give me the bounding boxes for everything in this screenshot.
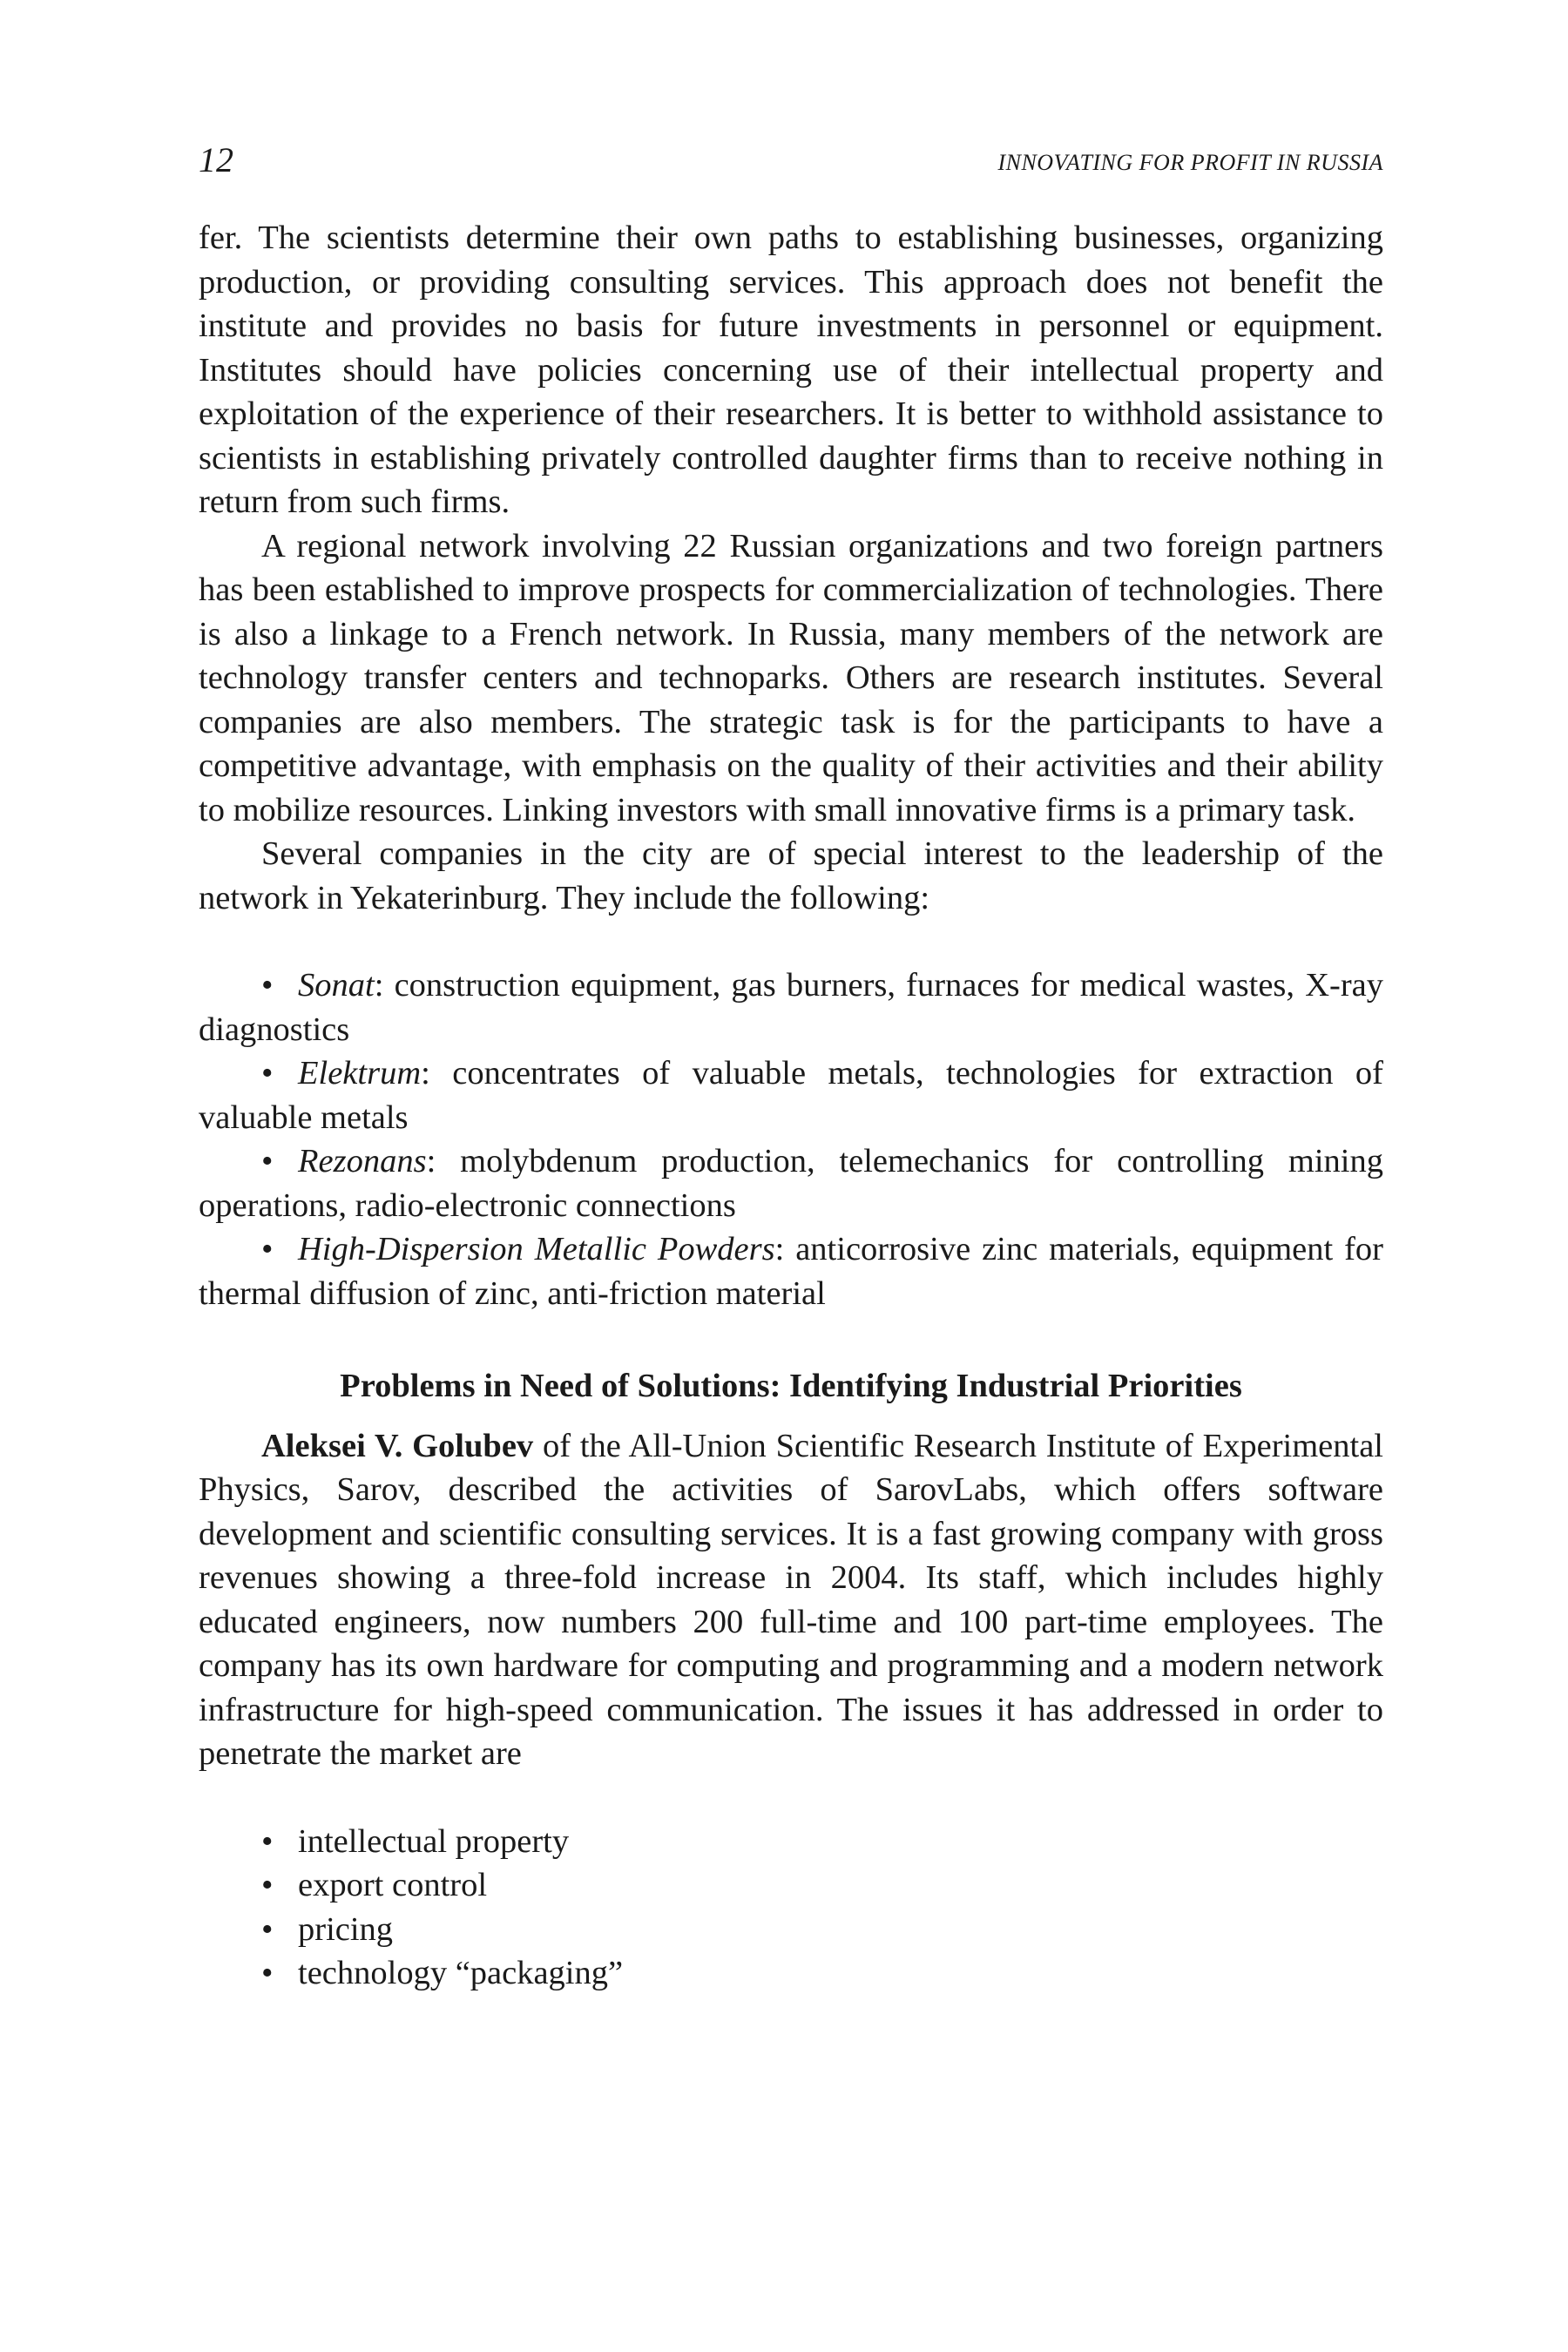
bullet-icon: • xyxy=(261,1231,274,1267)
spacer xyxy=(199,1776,1383,1820)
book-page xyxy=(199,139,1383,1996)
page-number: 12 xyxy=(199,140,233,179)
spacer xyxy=(199,1315,1383,1364)
issue-label: pricing xyxy=(298,1910,394,1948)
company-name: Elektrum xyxy=(298,1055,422,1092)
bullet-icon: • xyxy=(261,1055,274,1092)
bullet-icon: • xyxy=(261,1955,274,1991)
paragraph-companies-intro: Several companies in the city are of special interest to the leadership of the network in Yekaterinburg. They include the following: xyxy=(199,835,1383,916)
bullet-icon: • xyxy=(261,1822,274,1860)
company-name: High-Dispersion Metallic Powders xyxy=(298,1231,775,1267)
bullet-icon: • xyxy=(261,1867,274,1903)
company-description: : molybdenum production, telemechanics for controlling mining operations, radio-electronic connections xyxy=(199,1143,1383,1224)
company-name: Sonat xyxy=(298,967,375,1004)
paragraph-continuation: fer. The scientists determine their own paths to establishing businesses, organizing production, or providing consulting services. This approach does not benefit the institute and provides no basis for future investments in personnel or equipment. Institutes should have policies concerning use of their intellectual property and exploitation of the experience of their researchers. It is better to withhold assistance to scientists in establishing privately controlled daughter firms than to receive nothing in return from such firms. xyxy=(199,220,1383,520)
running-title: INNOVATING FOR PROFIT IN RUSSIA xyxy=(997,150,1383,175)
company-list xyxy=(199,963,1383,1315)
paragraph-sarovlabs xyxy=(199,1424,1383,1776)
company-item xyxy=(199,1227,1383,1315)
list-item xyxy=(199,1951,1383,1996)
company-description: : anticorrosive zinc materials, equipment for thermal diffusion of zinc, anti-friction material xyxy=(199,1231,1384,1312)
list-item xyxy=(199,1820,1383,1864)
speaker-name: Aleksei V. Golubev xyxy=(261,1427,534,1464)
issue-label: export control xyxy=(298,1867,488,1903)
list-item xyxy=(199,1908,1383,1952)
spacer xyxy=(199,920,1383,963)
bullet-icon: • xyxy=(261,1910,274,1948)
section-heading: Problems in Need of Solutions: Identifying Industrial Priorities xyxy=(340,1368,1242,1404)
issues-list xyxy=(199,1820,1383,1996)
speaker-text: of the All-Union Scientific Research Institute of Experimental Physics, Sarov, described the activities of SarovLabs, which offers software development and scientific consulting services. It is a fast growing company with gross revenues showing a three-fold increase in 2004. Its staff, which includes highly educated engineers, now numbers 200 full-time and 100 part-time employees. The company has its own hardware for computing and programming and a modern network infrastructure for high-speed communication. The issues it has addressed in order to penetrate the market are xyxy=(199,1427,1383,1772)
list-item xyxy=(199,1863,1383,1908)
paragraph-regional-network: A regional network involving 22 Russian organizations and two foreign partners has been established to improve prospects for commercialization of technologies. There is also a linkage to a French network. In Russia, many members of the network are technology transfer centers and technoparks. Others are research institutes. Several companies are also members. The strategic task is for the participants to have a competitive advantage, with emphasis on the quality of their activities and their ability to mobilize resources. Linking investors with small innovative firms is a primary task. xyxy=(199,527,1383,828)
issue-label: technology “packaging” xyxy=(298,1955,624,1991)
bullet-icon: • xyxy=(261,1143,274,1179)
company-item xyxy=(199,963,1383,1051)
spacer xyxy=(199,1409,1383,1424)
company-description: : construction equipment, gas burners, furnaces for medical wastes, X-ray diagnostics xyxy=(199,967,1383,1048)
company-description: : concentrates of valuable metals, technologies for extraction of valuable metals xyxy=(199,1055,1383,1136)
company-item xyxy=(199,1139,1383,1227)
company-name: Rezonans xyxy=(298,1143,427,1179)
issue-label: intellectual property xyxy=(298,1822,570,1860)
bullet-icon: • xyxy=(261,967,274,1004)
running-header xyxy=(199,139,1383,192)
body-text xyxy=(199,216,1383,1996)
company-item xyxy=(199,1051,1383,1139)
